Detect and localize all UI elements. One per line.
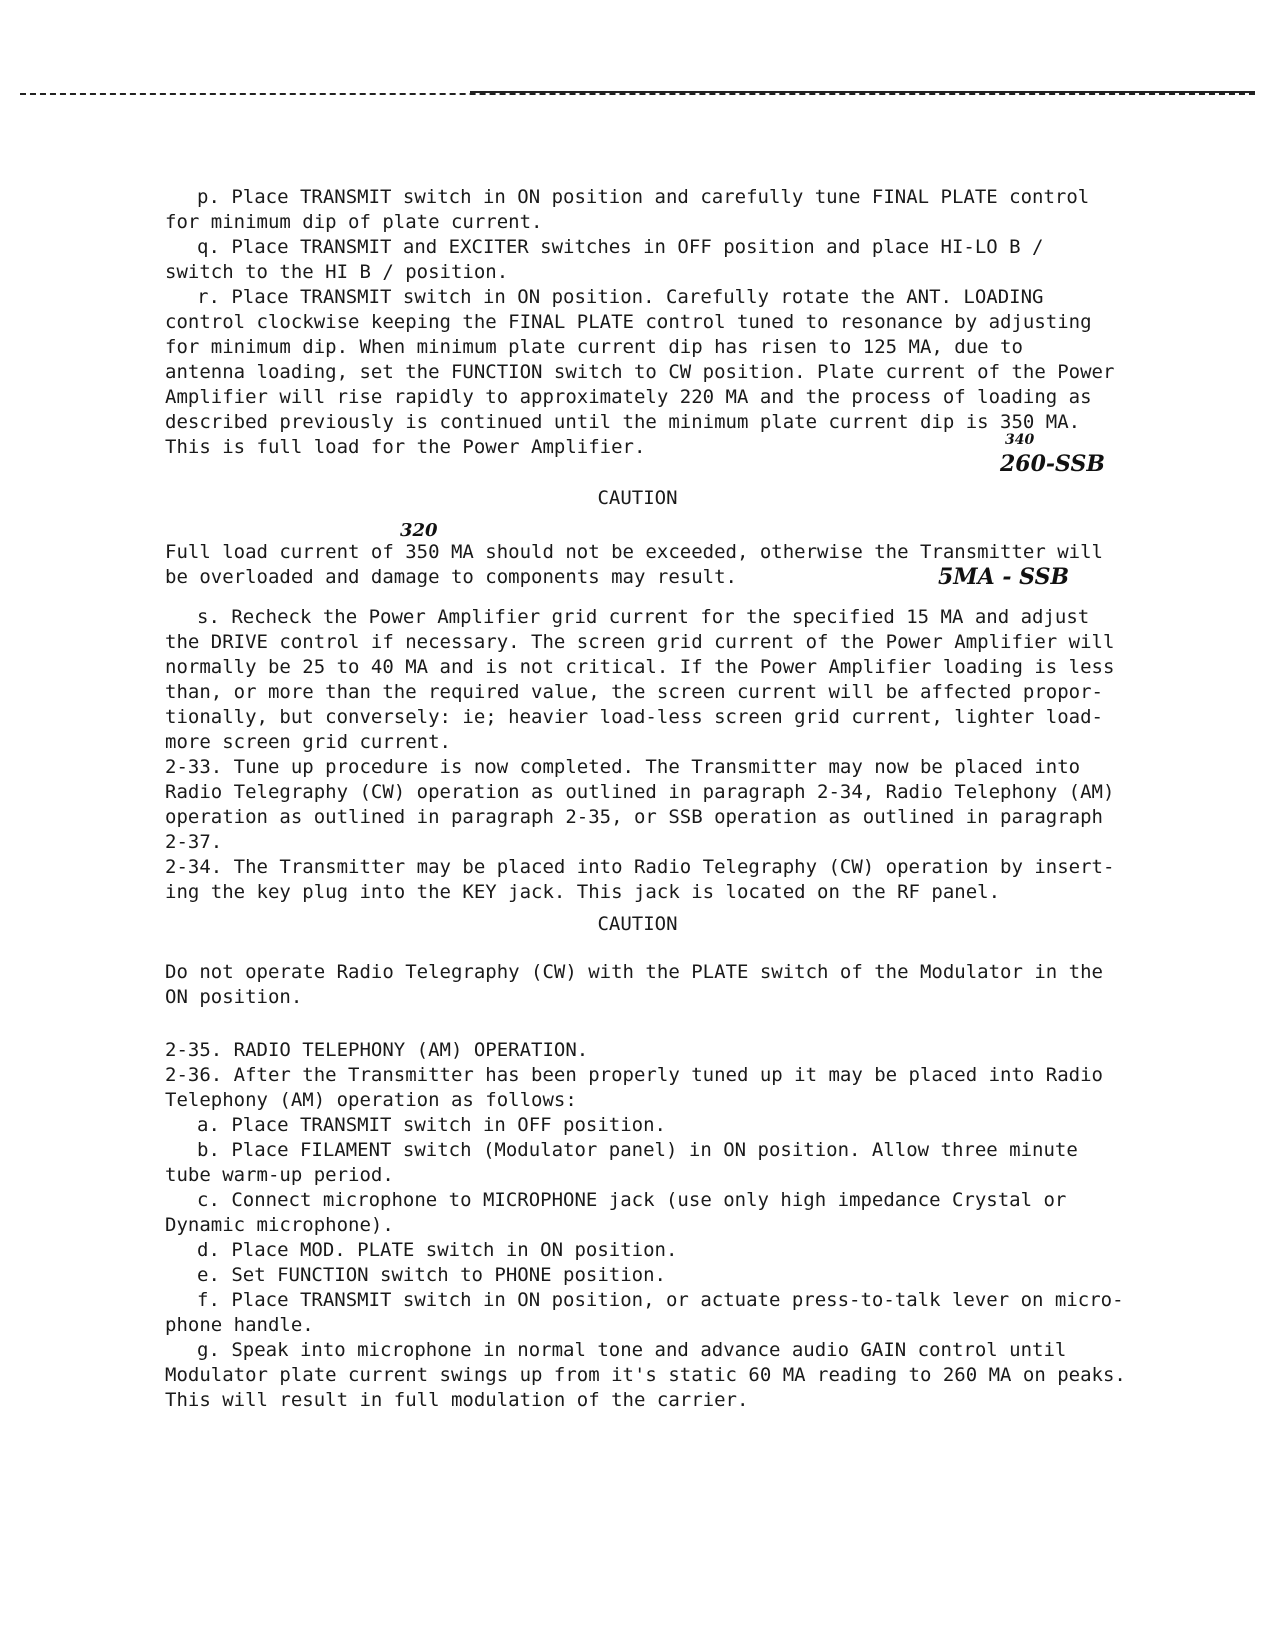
- text-line: 2-33. Tune up procedure is now completed. The Transmitter may now be placed into: [165, 756, 1081, 778]
- text-line: be overloaded and damage to components may result.: [165, 566, 737, 588]
- handwritten-note-5ma-ssb: 5MA - SSB: [938, 564, 1070, 590]
- text-line: e. Set FUNCTION switch to PHONE position.: [197, 1264, 666, 1286]
- text-line: a. Place TRANSMIT switch in OFF position.: [197, 1114, 666, 1136]
- text-line: Do not operate Radio Telegraphy (CW) with the PLATE switch of the Modulator in the: [165, 961, 1103, 983]
- text-line: Modulator plate current swings up from it's static 60 MA reading to 260 MA on peaks.: [165, 1364, 1126, 1386]
- text-line: f. Place TRANSMIT switch in ON position, or actuate press-to-talk lever on micro-: [197, 1289, 1124, 1311]
- text-line: Amplifier will rise rapidly to approximately 220 MA and the process of loading as: [165, 386, 1092, 408]
- text-line: control clockwise keeping the FINAL PLATE control tuned to resonance by adjusting: [165, 311, 1092, 333]
- text-line: g. Speak into microphone in normal tone and advance audio GAIN control until: [197, 1339, 1067, 1361]
- text-line: switch to the HI B / position.: [165, 261, 509, 283]
- text-line: p. Place TRANSMIT switch in ON position and carefully tune FINAL PLATE control: [197, 186, 1090, 208]
- text-line: than, or more than the required value, the screen current will be affected propor-: [165, 681, 1103, 703]
- text-line: 2-36. After the Transmitter has been properly tuned up it may be placed into Radio: [165, 1064, 1103, 1086]
- text-line: r. Place TRANSMIT switch in ON position. Carefully rotate the ANT. LOADING: [197, 286, 1044, 308]
- text-line: b. Place FILAMENT switch (Modulator panel) in ON position. Allow three minute: [197, 1139, 1078, 1161]
- text-line: tube warm-up period.: [165, 1164, 394, 1186]
- handwritten-note-320: 320: [400, 520, 438, 541]
- text-line: This is full load for the Power Amplifier.: [165, 436, 646, 458]
- text-line: d. Place MOD. PLATE switch in ON position.: [197, 1239, 678, 1261]
- text-line: for minimum dip. When minimum plate current dip has risen to 125 MA, due to: [165, 336, 1023, 358]
- text-line: c. Connect microphone to MICROPHONE jack (use only high impedance Crystal or: [197, 1189, 1067, 1211]
- text-line: the DRIVE control if necessary. The screen grid current of the Power Amplifier will: [165, 631, 1115, 653]
- text-line: s. Recheck the Power Amplifier grid current for the specified 15 MA and adjust: [197, 606, 1090, 628]
- text-line: ing the key plug into the KEY jack. This jack is located on the RF panel.: [165, 881, 1001, 903]
- text-line: ON position.: [165, 986, 303, 1008]
- text-line: operation as outlined in paragraph 2-35, or SSB operation as outlined in paragraph: [165, 806, 1103, 828]
- text-line: tionally, but conversely: ie; heavier load-less screen grid current, lighter load-: [165, 706, 1103, 728]
- text-line: normally be 25 to 40 MA and is not critical. If the Power Amplifier loading is less: [165, 656, 1115, 678]
- section-heading: 2-35. RADIO TELEPHONY (AM) OPERATION.: [165, 1039, 589, 1061]
- top-rule-dashed: [20, 93, 1255, 95]
- text-line: more screen grid current.: [165, 731, 451, 753]
- text-line: antenna loading, set the FUNCTION switch to CW position. Plate current of the Power: [165, 361, 1115, 383]
- text-line: Radio Telegraphy (CW) operation as outlined in paragraph 2-34, Radio Telephony (AM): [165, 781, 1115, 803]
- caution-text-2: [165, 960, 1165, 1010]
- radio-telephony-operation: [165, 1038, 1165, 1413]
- caution-heading-1: CAUTION: [597, 487, 678, 509]
- handwritten-note-340: 340: [1005, 432, 1035, 448]
- text-line: Dynamic microphone).: [165, 1214, 394, 1236]
- text-line: described previously is continued until the minimum plate current dip is 350 MA.: [165, 411, 1081, 433]
- handwritten-note-260-ssb: 260-SSB: [1000, 451, 1105, 477]
- text-line: This will result in full modulation of the carrier.: [165, 1389, 749, 1411]
- text-line: 2-37.: [165, 831, 223, 853]
- text-line: Full load current of 350 MA should not be exceeded, otherwise the Transmitter will: [165, 541, 1103, 563]
- procedure-steps-p-r: [165, 185, 1165, 460]
- caution-heading-2: CAUTION: [597, 913, 678, 935]
- text-line: q. Place TRANSMIT and EXCITER switches in OFF position and place HI-LO B /: [197, 236, 1044, 258]
- top-rule-solid: [470, 91, 1255, 93]
- text-line: phone handle.: [165, 1314, 314, 1336]
- text-line: for minimum dip of plate current.: [165, 211, 543, 233]
- procedure-steps-s-2-34: [165, 605, 1165, 905]
- text-line: Telephony (AM) operation as follows:: [165, 1089, 577, 1111]
- text-line: 2-34. The Transmitter may be placed into Radio Telegraphy (CW) operation by insert-: [165, 856, 1115, 878]
